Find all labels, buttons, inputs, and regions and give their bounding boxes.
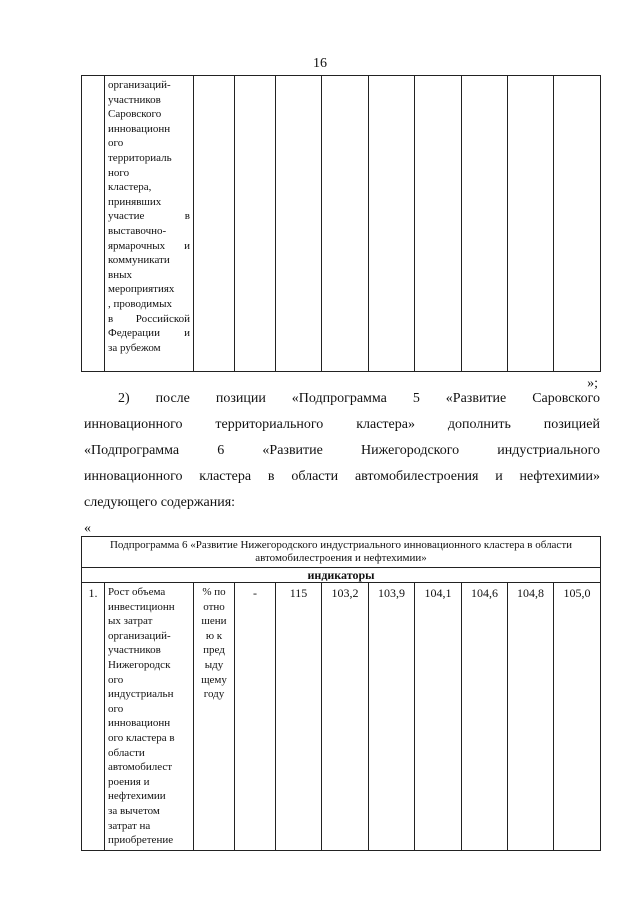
value-cell: 104,1 (415, 583, 462, 851)
paragraph-line: инновационного кластера в области автомобилестроения и нефтехимии» (84, 469, 600, 484)
text-line: ыду (204, 658, 224, 671)
text-line: участников (108, 93, 161, 106)
value-cell: 103,2 (322, 583, 369, 851)
text-line: инновационн (108, 717, 171, 730)
indicator-name-cell (105, 583, 194, 851)
page-number: 16 (313, 56, 327, 71)
text-line: ярмарочных и (108, 239, 190, 252)
text-line: пред (203, 644, 225, 657)
text-line: Саровского (108, 108, 162, 121)
opening-quote: « (84, 521, 91, 536)
text-line: вных (108, 268, 132, 281)
text-line: ого (108, 673, 124, 686)
unit-cell (194, 583, 235, 851)
text-line: шени (201, 615, 227, 628)
text-line: территориаль (108, 151, 172, 164)
subprogram-title-cont: автомобилестроения и нефтехимии» (255, 552, 427, 564)
text-line: приобретение (108, 834, 174, 847)
text-line: Нижегородск (108, 658, 171, 671)
text-line: организаций- (108, 79, 171, 91)
cont-name-text (105, 76, 193, 357)
text-line: за рубежом (108, 341, 161, 354)
text-line: году (203, 688, 225, 701)
text-line: ого (108, 137, 124, 150)
subprogram-table (81, 536, 601, 851)
text-line: ю к (205, 629, 223, 642)
text-line: за вычетом (108, 804, 160, 817)
text-line: организаций- (108, 629, 171, 642)
base-value: - (235, 583, 276, 851)
text-line: участников (108, 644, 161, 657)
subprogram-title: Подпрограмма 6 «Развитие Нижегородского индустриального инновационного кластера в области (109, 539, 573, 551)
text-line: затрат на (108, 819, 151, 832)
text-line: инвестиционн (108, 600, 175, 613)
text-line: участие в (108, 210, 190, 223)
continued-table (81, 75, 601, 372)
text-line: ного (108, 166, 130, 179)
text-line: ого кластера в (108, 731, 175, 744)
text-line: инновационн (108, 122, 171, 135)
subprogram-title-cell (82, 537, 601, 568)
text-line: принявших (108, 195, 162, 208)
value-cell: 115 (276, 583, 322, 851)
indicator-unit (194, 583, 234, 704)
section-header: индикаторы (82, 568, 601, 583)
text-line: выставочно- (108, 224, 167, 237)
text-line: нефтехимии (108, 790, 166, 803)
value-cell: 104,8 (508, 583, 554, 851)
closing-quote: »; (587, 376, 598, 391)
cont-num-cell (82, 76, 105, 372)
text-line: отно (203, 600, 225, 613)
text-line: щему (201, 673, 227, 686)
text-line: области (108, 746, 145, 759)
paragraph-line: «Подпрограмма 6 «Развитие Нижегородского индустриального (84, 443, 600, 458)
paragraph-line: 2) после позиции «Подпрограмма 5 «Развитие Саровского (118, 391, 600, 406)
cont-name-cell (105, 76, 194, 372)
indicator-name (105, 583, 193, 850)
text-line: ых затрат (108, 615, 153, 628)
text-line: автомобилест (108, 761, 173, 774)
paragraph-line: следующего содержания: (84, 495, 236, 510)
text-line: роения и (108, 775, 150, 788)
text-line: индустриальн (108, 688, 174, 701)
row-number: 1. (82, 583, 105, 851)
text-line: мероприятиях (108, 283, 175, 296)
text-line: ого (108, 702, 124, 715)
text-line: % по (202, 586, 226, 598)
text-line: , проводимых (108, 297, 173, 310)
value-cell: 105,0 (554, 583, 601, 851)
text-line: кластера, (108, 181, 152, 194)
text-line: коммуникати (108, 254, 170, 267)
paragraph-line: инновационного территориального кластера» дополнить позицией (84, 417, 600, 432)
value-cell: 104,6 (462, 583, 508, 851)
text-line: Рост объема (108, 586, 166, 598)
amendment-paragraph (84, 386, 600, 516)
text-line: Федерации и (108, 327, 190, 340)
text-line: в Российской (108, 312, 190, 325)
value-cell: 103,9 (369, 583, 415, 851)
